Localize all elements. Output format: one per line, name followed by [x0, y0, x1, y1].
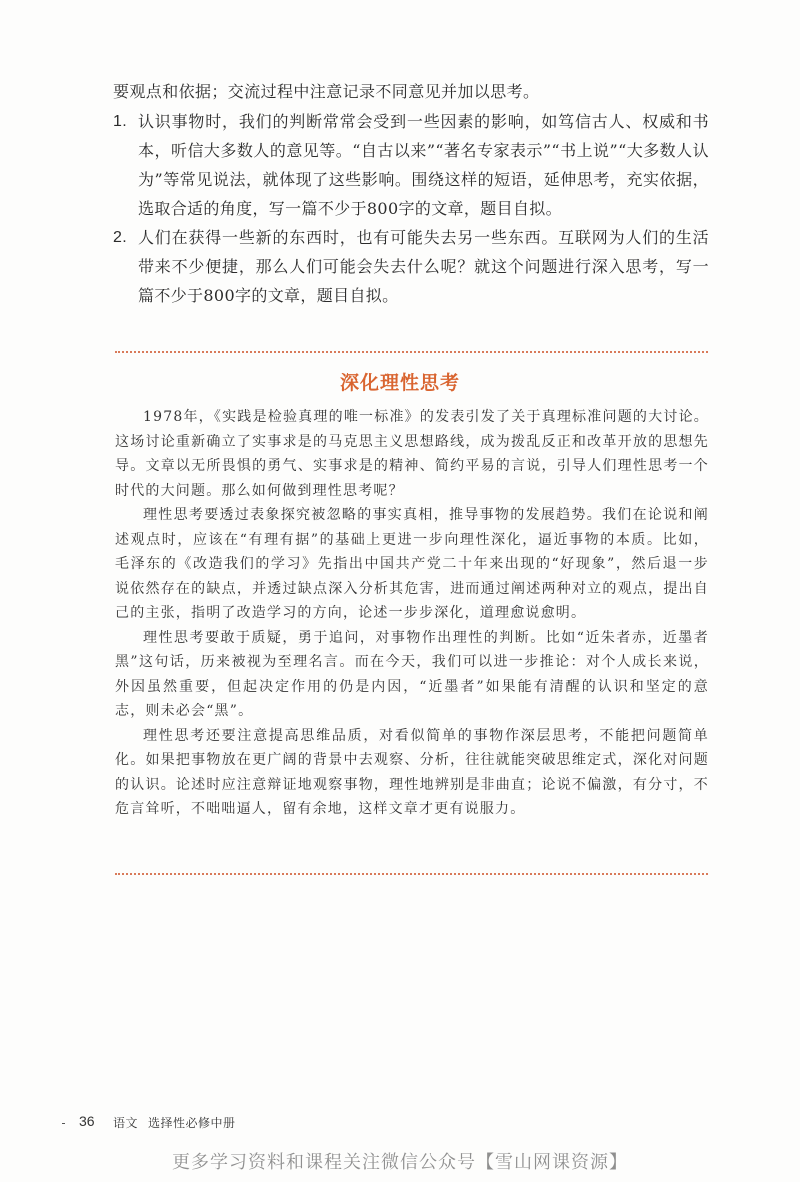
section-divider-bottom — [115, 873, 708, 875]
writing-task-list — [113, 107, 709, 310]
writing-task-item — [113, 223, 709, 310]
task-text: 认识事物时，我们的判断常常会受到一些因素的影响，如笃信古人、权威和书本，听信大多数人的意见等。“自古以来”“著名专家表示”“书上说”“大多数人认为”等常见说法，就体现了这些影响。围绕这样的短语，延伸思考，充实依据，选取合适的角度，写一篇不少于800字的文章，题目自拟。 — [138, 112, 709, 218]
section-title: 深化理性思考 — [339, 372, 460, 394]
page-number: 36 — [79, 1113, 95, 1129]
book-volume: 选择性必修中册 — [148, 1116, 236, 1130]
section-body — [115, 405, 709, 822]
task-number: 2. — [113, 229, 128, 246]
task-number: 1. — [113, 113, 128, 130]
footer-tick-mark — [62, 1123, 65, 1124]
body-paragraph: 理性思考要透过表象探究被忽略的事实真相，推导事物的发展趋势。我们在论说和阐述观点时，应该在“有理有据”的基础上更进一步向理性深化，逼近事物的本质。比如，毛泽东的《改造我们的学习》先指出中国共产党二十年来出现的“好现象”，然后退一步说依然存在的缺点，并透过缺点深入分析其危害，进而通过阐述两种对立的观点，提出自己的主张，指明了改造学习的方向，论述一步步深化，道理愈说愈明。 — [115, 507, 709, 621]
body-paragraph: 理性思考要敢于质疑，勇于追问，对事物作出理性的判断。比如“近朱者赤，近墨者黑”这句话，历来被视为至理名言。而在今天，我们可以进一步推论：对个人成长来说，外因虽然重要，但起决定作用的仍是内因，“近墨者”如果能有清醒的认识和坚定的意志，则未必会“黑”。 — [115, 629, 709, 719]
section-divider-top — [115, 351, 708, 353]
task-text: 人们在获得一些新的东西时，也有可能失去另一些东西。互联网为人们的生活带来不少便捷，那么人们可能会失去什么呢？就这个问题进行深入思考，写一篇不少于800字的文章，题目自拟。 — [138, 228, 709, 305]
lead-text: 要观点和依据；交流过程中注意记录不同意见并加以思考。 — [113, 82, 540, 101]
writing-task-item — [113, 107, 709, 223]
watermark-text: 更多学习资料和课程关注微信公众号【雪山网课资源】 — [172, 1152, 628, 1173]
book-subject: 语文 — [113, 1116, 139, 1130]
body-paragraph: 理性思考还要注意提高思维品质，对看似简单的事物作深层思考，不能把问题简单化。如果把事物放在更广阔的背景中去观察、分析，往往就能突破思维定式，深化对问题的认识。论述时应注意辩证地观察事物，理性地辨别是非曲直；论说不偏激，有分寸，不危言耸听，不咄咄逼人，留有余地，这样文章才更有说服力。 — [115, 727, 709, 817]
footer-book-title — [113, 1114, 236, 1131]
body-paragraph: 1978年，《实践是检验真理的唯一标准》的发表引发了关于真理标准问题的大讨论。这场讨论重新确立了实事求是的马克思主义思想路线，成为拨乱反正和改革开放的思想先导。文章以无所畏惧的勇气、实事求是的精神、简约平易的言说，引导人们理性思考一个时代的大问题。那么如何做到理性思考呢？ — [115, 409, 709, 499]
